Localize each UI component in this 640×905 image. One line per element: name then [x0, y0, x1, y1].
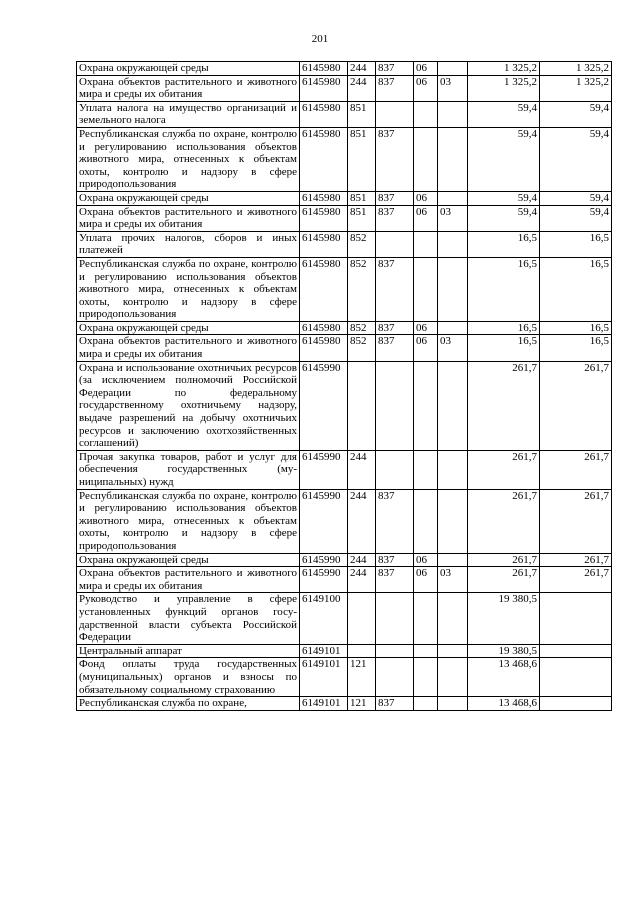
row-amount-2: 59,4	[540, 191, 612, 205]
row-expense-type: 244	[348, 489, 376, 553]
row-name: Фонд оплаты труда государственных (муниципальных) органов и взносы по обязательному социальному страхованию	[77, 658, 300, 697]
row-budget-manager: 837	[376, 489, 414, 553]
row-target-article: 6145980	[300, 257, 348, 321]
row-section	[414, 658, 438, 697]
row-amount-1: 59,4	[468, 191, 540, 205]
row-name: Охрана объектов растительного и животного мира и среды их обитания	[77, 335, 300, 361]
row-expense-type: 121	[348, 658, 376, 697]
row-amount-2: 59,4	[540, 205, 612, 231]
row-subsection	[438, 489, 468, 553]
row-target-article: 6145980	[300, 321, 348, 335]
row-target-article: 6145980	[300, 205, 348, 231]
row-amount-2: 261,7	[540, 567, 612, 593]
row-subsection: 03	[438, 567, 468, 593]
row-section: 06	[414, 321, 438, 335]
row-expense-type: 851	[348, 191, 376, 205]
row-budget-manager: 837	[376, 62, 414, 76]
row-target-article: 6149101	[300, 697, 348, 711]
row-section	[414, 127, 438, 191]
table-row	[77, 489, 612, 553]
row-expense-type: 244	[348, 62, 376, 76]
row-amount-1: 1 325,2	[468, 75, 540, 101]
row-expense-type: 852	[348, 231, 376, 257]
budget-table-body	[77, 62, 612, 711]
row-name: Охрана объектов растительного и животного мира и среды их обитания	[77, 567, 300, 593]
row-subsection	[438, 191, 468, 205]
row-expense-type: 852	[348, 335, 376, 361]
row-expense-type: 851	[348, 205, 376, 231]
row-budget-manager: 837	[376, 257, 414, 321]
row-target-article: 6145980	[300, 62, 348, 76]
row-amount-2: 261,7	[540, 450, 612, 489]
table-row	[77, 450, 612, 489]
row-name: Охрана объектов растительного и животного мира и среды их обитания	[77, 205, 300, 231]
table-row	[77, 658, 612, 697]
row-amount-1: 261,7	[468, 567, 540, 593]
row-amount-1: 19 380,5	[468, 644, 540, 658]
table-row	[77, 593, 612, 644]
row-target-article: 6149100	[300, 593, 348, 644]
row-section	[414, 450, 438, 489]
table-row	[77, 644, 612, 658]
row-target-article: 6145990	[300, 489, 348, 553]
row-name: Охрана окружающей среды	[77, 553, 300, 567]
row-name: Охрана окружающей среды	[77, 321, 300, 335]
row-section	[414, 231, 438, 257]
page-number: 201	[311, 33, 329, 45]
row-amount-2: 16,5	[540, 257, 612, 321]
row-name: Республиканская служба по охране, контролю и регулированию использования объектов животного мира, отнесенных к объектам охоты, контролю и надзору в сфере природопользования	[77, 489, 300, 553]
row-section	[414, 101, 438, 127]
row-amount-1: 16,5	[468, 335, 540, 361]
table-row	[77, 257, 612, 321]
row-section	[414, 644, 438, 658]
row-expense-type: 244	[348, 553, 376, 567]
row-name: Республиканская служба по охране, контролю и регулированию использования объектов животного мира, отнесенных к объектам охоты, контролю и надзору в сфере природопользования	[77, 127, 300, 191]
row-amount-1: 261,7	[468, 361, 540, 450]
table-row	[77, 697, 612, 711]
row-expense-type	[348, 361, 376, 450]
row-target-article: 6145980	[300, 231, 348, 257]
table-row	[77, 567, 612, 593]
row-amount-2: 59,4	[540, 101, 612, 127]
row-expense-type: 244	[348, 450, 376, 489]
row-target-article: 6149101	[300, 644, 348, 658]
row-expense-type: 851	[348, 127, 376, 191]
table-row	[77, 361, 612, 450]
row-name: Уплата прочих налогов, сборов и иных платежей	[77, 231, 300, 257]
row-name: Центральный аппарат	[77, 644, 300, 658]
row-name: Руководство и управление в сфере установленных функций органов государственной власти субъекта Российской Федерации	[77, 593, 300, 644]
row-subsection	[438, 644, 468, 658]
row-target-article: 6145980	[300, 335, 348, 361]
row-amount-1: 59,4	[468, 127, 540, 191]
row-expense-type	[348, 644, 376, 658]
row-amount-1: 19 380,5	[468, 593, 540, 644]
row-name: Охрана окружающей среды	[77, 62, 300, 76]
row-budget-manager	[376, 644, 414, 658]
row-name: Прочая закупка товаров, работ и услуг для обеспечения государственных (муниципальных) нужд	[77, 450, 300, 489]
row-section: 06	[414, 62, 438, 76]
row-subsection	[438, 62, 468, 76]
row-subsection	[438, 361, 468, 450]
row-subsection	[438, 697, 468, 711]
row-budget-manager	[376, 101, 414, 127]
row-target-article: 6145990	[300, 553, 348, 567]
row-budget-manager	[376, 658, 414, 697]
row-subsection	[438, 658, 468, 697]
row-budget-manager: 837	[376, 567, 414, 593]
budget-table	[76, 61, 612, 711]
row-subsection: 03	[438, 335, 468, 361]
table-row	[77, 191, 612, 205]
row-name: Охрана и использование охотничьих ресурсов (за исключением полномочий Российской Федерации по федеральному государственному охотничьему надзору, выдаче разрешений на добычу охотничьих ресурсов и заключению охотхозяйственных соглашений)	[77, 361, 300, 450]
row-target-article: 6145990	[300, 567, 348, 593]
row-name: Охрана объектов растительного и животного мира и среды их обитания	[77, 75, 300, 101]
row-budget-manager	[376, 593, 414, 644]
table-row	[77, 231, 612, 257]
row-expense-type: 244	[348, 567, 376, 593]
row-section	[414, 593, 438, 644]
row-amount-1: 261,7	[468, 553, 540, 567]
row-budget-manager: 837	[376, 75, 414, 101]
row-budget-manager	[376, 450, 414, 489]
row-budget-manager: 837	[376, 553, 414, 567]
row-section: 06	[414, 335, 438, 361]
row-amount-2: 59,4	[540, 127, 612, 191]
row-amount-1: 261,7	[468, 489, 540, 553]
row-subsection	[438, 101, 468, 127]
row-section: 06	[414, 75, 438, 101]
row-budget-manager: 837	[376, 127, 414, 191]
row-amount-2: 261,7	[540, 361, 612, 450]
table-row	[77, 75, 612, 101]
row-target-article: 6149101	[300, 658, 348, 697]
row-name: Республиканская служба по охране,	[77, 697, 300, 711]
row-target-article: 6145980	[300, 75, 348, 101]
row-amount-1: 13 468,6	[468, 697, 540, 711]
row-amount-2: 16,5	[540, 231, 612, 257]
row-section: 06	[414, 205, 438, 231]
row-target-article: 6145980	[300, 101, 348, 127]
row-subsection	[438, 231, 468, 257]
row-target-article: 6145980	[300, 191, 348, 205]
row-subsection	[438, 593, 468, 644]
row-amount-1: 16,5	[468, 321, 540, 335]
table-row	[77, 205, 612, 231]
row-amount-2: 261,7	[540, 489, 612, 553]
row-expense-type: 851	[348, 101, 376, 127]
row-target-article: 6145980	[300, 127, 348, 191]
row-expense-type: 852	[348, 321, 376, 335]
row-amount-1: 1 325,2	[468, 62, 540, 76]
row-amount-1: 59,4	[468, 205, 540, 231]
row-amount-1: 261,7	[468, 450, 540, 489]
row-amount-2: 1 325,2	[540, 75, 612, 101]
row-budget-manager	[376, 361, 414, 450]
row-section: 06	[414, 567, 438, 593]
table-row	[77, 335, 612, 361]
table-row	[77, 127, 612, 191]
row-budget-manager: 837	[376, 205, 414, 231]
table-row	[77, 62, 612, 76]
row-amount-2: 16,5	[540, 321, 612, 335]
row-amount-1: 59,4	[468, 101, 540, 127]
row-amount-1: 13 468,6	[468, 658, 540, 697]
row-subsection	[438, 553, 468, 567]
table-row	[77, 553, 612, 567]
row-budget-manager: 837	[376, 191, 414, 205]
row-amount-2	[540, 644, 612, 658]
row-amount-2	[540, 593, 612, 644]
row-section	[414, 489, 438, 553]
row-subsection	[438, 321, 468, 335]
row-expense-type: 244	[348, 75, 376, 101]
row-subsection: 03	[438, 75, 468, 101]
row-section: 06	[414, 553, 438, 567]
row-budget-manager: 837	[376, 335, 414, 361]
row-expense-type	[348, 593, 376, 644]
row-budget-manager: 837	[376, 321, 414, 335]
row-amount-1: 16,5	[468, 257, 540, 321]
row-expense-type: 121	[348, 697, 376, 711]
row-amount-1: 16,5	[468, 231, 540, 257]
row-amount-2	[540, 658, 612, 697]
row-name: Уплата налога на имущество организаций и земельного налога	[77, 101, 300, 127]
row-name: Охрана окружающей среды	[77, 191, 300, 205]
row-section	[414, 361, 438, 450]
table-row	[77, 321, 612, 335]
row-section	[414, 257, 438, 321]
row-budget-manager: 837	[376, 697, 414, 711]
row-name: Республиканская служба по охране, контролю и регулированию использования объектов животного мира, отнесенных к объектам охоты, контролю и надзору в сфере природопользования	[77, 257, 300, 321]
table-row	[77, 101, 612, 127]
row-subsection	[438, 450, 468, 489]
row-amount-2: 261,7	[540, 553, 612, 567]
row-budget-manager	[376, 231, 414, 257]
row-amount-2: 16,5	[540, 335, 612, 361]
row-subsection	[438, 257, 468, 321]
row-section	[414, 697, 438, 711]
row-target-article: 6145990	[300, 361, 348, 450]
row-subsection	[438, 127, 468, 191]
row-amount-2: 1 325,2	[540, 62, 612, 76]
row-amount-2	[540, 697, 612, 711]
row-target-article: 6145990	[300, 450, 348, 489]
row-section: 06	[414, 191, 438, 205]
row-expense-type: 852	[348, 257, 376, 321]
row-subsection: 03	[438, 205, 468, 231]
